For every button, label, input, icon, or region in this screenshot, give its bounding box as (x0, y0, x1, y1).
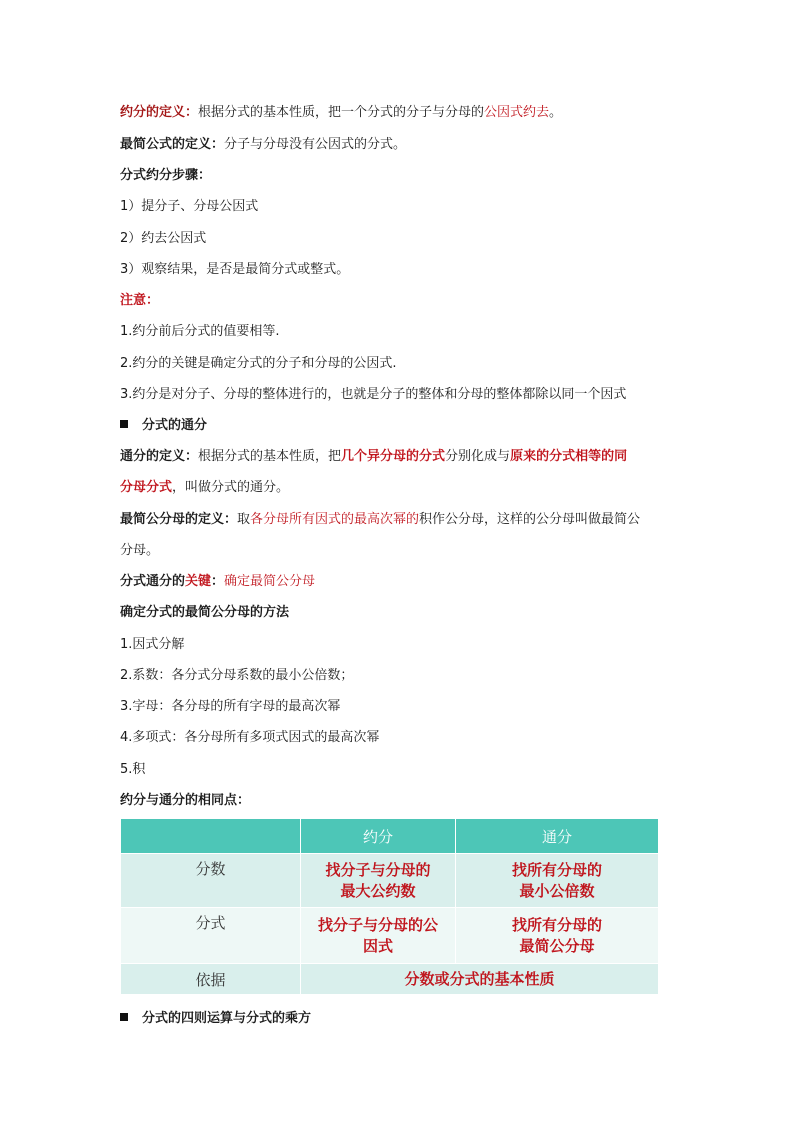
basis-cell: 分数或分式的基本性质 (301, 964, 659, 995)
method-title: 确定分式的最简公分母的方法 (120, 605, 290, 620)
method-item: 5.积 (120, 762, 146, 777)
table-header-cell: 约分 (301, 819, 456, 854)
reduction-def-text: 根据分式的基本性质，把一个分式的分子与分母的 (198, 105, 485, 120)
steps-title: 分式约分步骤： (120, 168, 212, 183)
key-label1: 分式通分的 (120, 574, 186, 589)
note-item: 3.约分是对分子、分母的整体进行的，也就是分子的整体和分母的整体都除以同一个因式 (120, 387, 627, 402)
note-title: 注意： (120, 293, 160, 308)
common-key (120, 573, 315, 591)
lcd-def-text2: 积作公分母，这样的公分母叫做最简公 (419, 512, 641, 527)
simplest-definition (120, 136, 406, 154)
lcd-def-label: 最简公分母的定义： (120, 512, 238, 527)
key-label2: 关键 (185, 574, 212, 589)
lcd-definition (120, 511, 640, 529)
simplest-def-text: 分子与分母没有公因式的分式。 (224, 137, 407, 152)
cell-line: 最小公倍数 (519, 881, 595, 900)
cell-line: 找分子与分母的 (325, 860, 431, 879)
step-item: 3）观察结果，是否是最简分式或整式。 (120, 262, 350, 277)
table-header-row (121, 819, 659, 854)
common-def-text2: 分别化成与 (445, 449, 511, 464)
common-def-label: 通分的定义： (120, 449, 199, 464)
table-header-cell: 通分 (456, 819, 659, 854)
common-def-text3: ，叫做分式的通分。 (172, 480, 290, 495)
cell-line: 因式 (362, 936, 393, 955)
simplest-def-label: 最简公式的定义： (120, 137, 225, 152)
section-heading-common (120, 417, 207, 435)
method-item: 1.因式分解 (120, 637, 185, 652)
step-item: 2）约去公因式 (120, 231, 207, 246)
method-item: 4.多项式：各分母所有多项式因式的最高次幂 (120, 730, 380, 745)
reduction-definition (120, 104, 562, 122)
reduction-def-label: 约分的定义： (120, 105, 199, 120)
reduction-def-end: 。 (549, 105, 563, 120)
lcd-def-text1: 取 (237, 512, 251, 527)
section-heading-operations (120, 1010, 311, 1028)
table-row (121, 854, 659, 908)
square-bullet-icon (120, 1013, 128, 1021)
key-text: 确定最简公分母 (224, 574, 316, 589)
key-colon: ： (211, 574, 225, 589)
comparison-table (120, 818, 659, 995)
common-def-hl2b: 分母分式 (120, 480, 173, 495)
table-cell (301, 908, 456, 964)
cell-line: 最大公约数 (340, 881, 416, 900)
cell-line: 找所有分母的 (511, 860, 602, 879)
cell-line: 找所有分母的 (511, 915, 602, 934)
lcd-definition-cont: 分母。 (120, 543, 160, 558)
table-cell (301, 854, 456, 908)
table-row (121, 964, 659, 995)
square-bullet-icon (120, 420, 128, 428)
table-cell (456, 854, 659, 908)
common-definition-cont (120, 479, 289, 497)
section-title: 分式的四则运算与分式的乘方 (142, 1011, 312, 1026)
cell-line: 找分子与分母的公 (317, 915, 438, 934)
note-item: 1.约分前后分式的值要相等. (120, 324, 280, 339)
section-title: 分式的通分 (142, 418, 208, 433)
step-item: 1）提分子、分母公因式 (120, 199, 259, 214)
table-row (121, 908, 659, 964)
common-def-text1: 根据分式的基本性质，把 (198, 449, 342, 464)
table-cell (456, 908, 659, 964)
cell-line: 最简公分母 (519, 936, 595, 955)
row-label: 依据 (121, 964, 301, 995)
method-item: 2.系数：各分式分母系数的最小公倍数； (120, 668, 354, 683)
same-title: 约分与通分的相同点： (120, 793, 251, 808)
reduction-def-highlight: 公因式约去 (484, 105, 550, 120)
method-item: 3.字母：各分母的所有字母的最高次幂 (120, 699, 341, 714)
row-label: 分式 (121, 908, 301, 964)
common-definition (120, 448, 627, 466)
common-def-hl2a: 原来的分式相等的同 (510, 449, 628, 464)
common-def-hl1: 几个异分母的分式 (341, 449, 446, 464)
row-label: 分数 (121, 854, 301, 908)
table-header-cell (121, 819, 301, 854)
lcd-def-hl: 各分母所有因式的最高次幂的 (250, 512, 420, 527)
note-item: 2.约分的关键是确定分式的分子和分母的公因式. (120, 356, 397, 371)
